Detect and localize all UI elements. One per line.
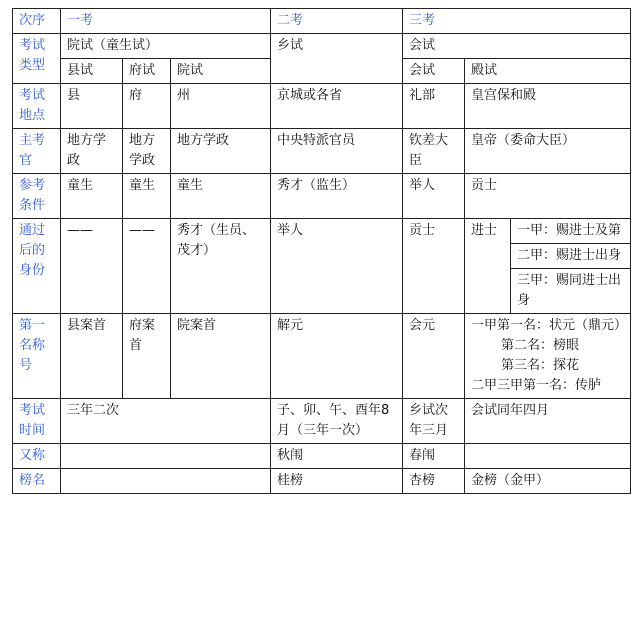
status-fu: —— [123, 219, 171, 314]
type-fu: 府试 [123, 59, 171, 84]
type-label: 考试类型 [13, 34, 61, 84]
first-fu: 府案首 [123, 314, 171, 399]
first-label: 第一名称号 [13, 314, 61, 399]
first-dian [465, 314, 631, 399]
alias-yuan [61, 444, 271, 469]
header-order: 次序 [13, 9, 61, 34]
alias-row [13, 444, 631, 469]
candidates-hui: 举人 [403, 174, 465, 219]
status-yuan: 秀才（生员、茂才） [171, 219, 271, 314]
place-xian: 县 [61, 84, 123, 129]
time-xiang: 子、卯、午、酉年8月（三年一次） [271, 399, 403, 444]
examiner-label: 主考官 [13, 129, 61, 174]
alias-label: 又称 [13, 444, 61, 469]
time-hui: 乡试次年三月 [403, 399, 465, 444]
type-hui: 会试 [403, 59, 465, 84]
time-row [13, 399, 631, 444]
candidates-dian: 贡士 [465, 174, 631, 219]
first-yuan: 院案首 [171, 314, 271, 399]
imperial-exam-table [12, 8, 631, 494]
board-label: 榜名 [13, 469, 61, 494]
examiner-dian: 皇帝（委命大臣） [465, 129, 631, 174]
place-dian: 皇宫保和殿 [465, 84, 631, 129]
examiner-hui: 钦差大臣 [403, 129, 465, 174]
examiner-xiang: 中央特派官员 [271, 129, 403, 174]
status-xian: —— [61, 219, 123, 314]
candidates-xian: 童生 [61, 174, 123, 219]
header-third-exam: 三考 [403, 9, 631, 34]
alias-hui: 春闱 [403, 444, 465, 469]
candidates-row [13, 174, 631, 219]
status-dian: 进士 [465, 219, 511, 314]
status-rank-3: 三甲：赐同进士出身 [511, 269, 631, 314]
status-hui: 贡士 [403, 219, 465, 314]
first-dian-line-3: 第三名：探花 [501, 358, 580, 373]
candidates-yuan: 童生 [171, 174, 271, 219]
first-dian-line-2: 第二名：榜眼 [501, 338, 580, 353]
yuan-group-cell: 院试（童生试） [61, 34, 271, 59]
type-row-1 [13, 34, 631, 59]
first-xiang: 解元 [271, 314, 403, 399]
candidates-xiang: 秀才（监生） [271, 174, 403, 219]
time-dian: 会试同年四月 [465, 399, 631, 444]
examiner-fu: 地方学政 [123, 129, 171, 174]
place-yuan: 州 [171, 84, 271, 129]
alias-dian [465, 444, 631, 469]
place-label: 考试地点 [13, 84, 61, 129]
first-dian-line-1: 一甲第一名：状元（鼎元） [471, 318, 628, 333]
place-row [13, 84, 631, 129]
board-hui: 杏榜 [403, 469, 465, 494]
header-row [13, 9, 631, 34]
examiner-xian: 地方学政 [61, 129, 123, 174]
xiang-type-cell: 乡试 [271, 34, 403, 84]
type-yuan: 院试 [171, 59, 271, 84]
status-rank-2: 二甲：赐进士出身 [511, 244, 631, 269]
status-row-1 [13, 219, 631, 244]
status-label: 通过后的身份 [13, 219, 61, 314]
examiner-row [13, 129, 631, 174]
header-second-exam: 二考 [271, 9, 403, 34]
first-xian: 县案首 [61, 314, 123, 399]
header-first-exam: 一考 [61, 9, 271, 34]
time-label: 考试时间 [13, 399, 61, 444]
candidates-label: 参考条件 [13, 174, 61, 219]
first-row [13, 314, 631, 399]
board-row [13, 469, 631, 494]
place-hui: 礼部 [403, 84, 465, 129]
candidates-fu: 童生 [123, 174, 171, 219]
place-xiang: 京城或各省 [271, 84, 403, 129]
alias-xiang: 秋闱 [271, 444, 403, 469]
time-yuan: 三年二次 [61, 399, 271, 444]
board-xiang: 桂榜 [271, 469, 403, 494]
type-dian: 殿试 [465, 59, 631, 84]
board-yuan [61, 469, 271, 494]
board-dian: 金榜（金甲） [465, 469, 631, 494]
first-dian-line-4: 二甲三甲第一名：传胪 [471, 378, 602, 393]
hui-group-cell: 会试 [403, 34, 631, 59]
status-rank-1: 一甲：赐进士及第 [511, 219, 631, 244]
type-xian: 县试 [61, 59, 123, 84]
place-fu: 府 [123, 84, 171, 129]
first-hui: 会元 [403, 314, 465, 399]
status-xiang: 举人 [271, 219, 403, 314]
examiner-yuan: 地方学政 [171, 129, 271, 174]
